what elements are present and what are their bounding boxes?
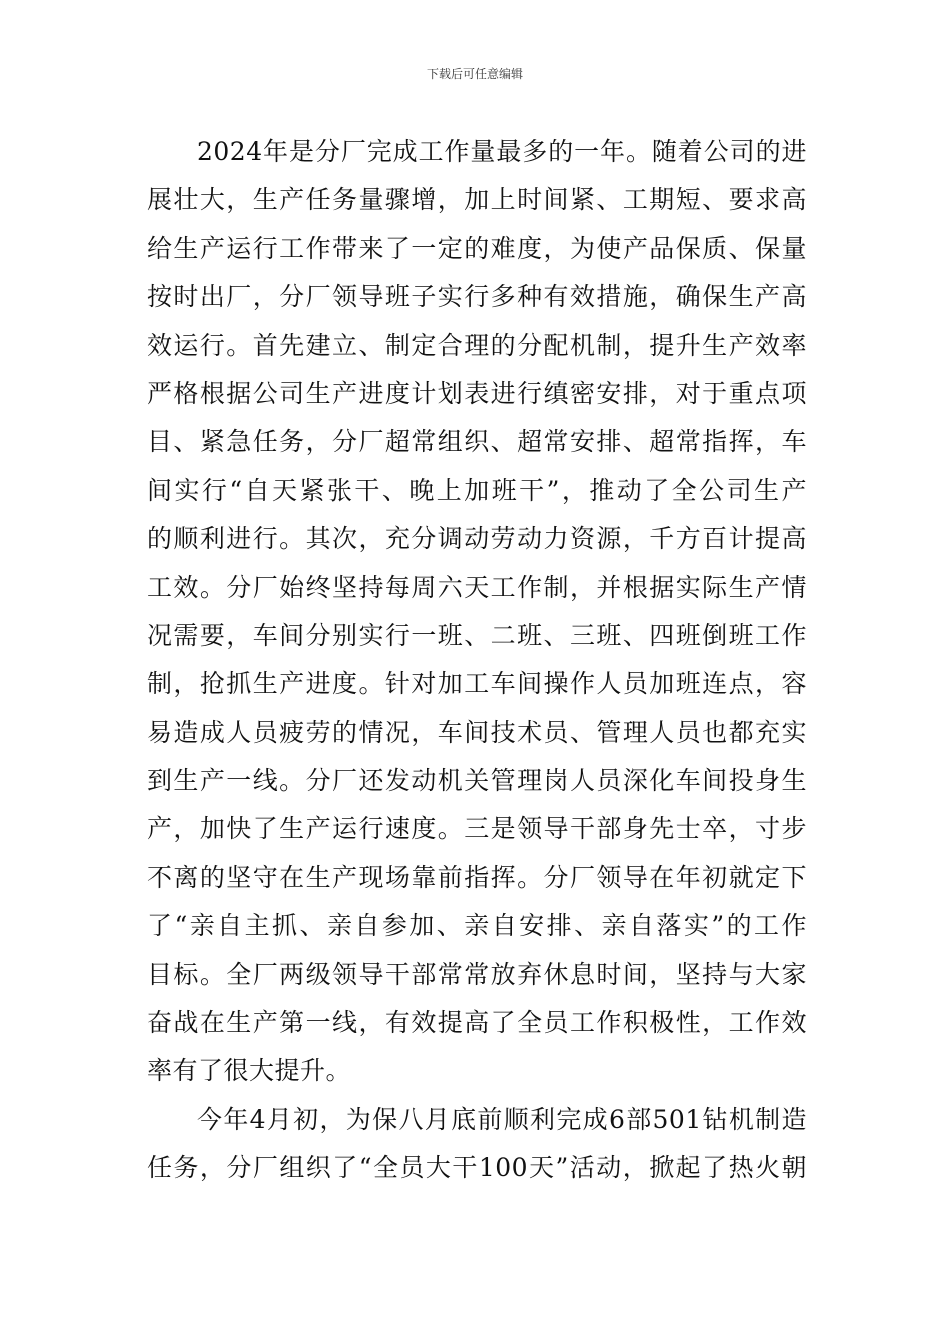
text-line: 任务，分厂组织了“全员大干100天”活动，掀起了热火朝	[147, 1153, 807, 1183]
text-line: 间实行“自天紧张干、晚上加班干”，推动了全公司生产	[147, 475, 807, 505]
text-line: 奋战在生产第一线，有效提高了全员工作积极性，工作效	[147, 1008, 807, 1038]
text-line: 展壮大，生产任务量骤增，加上时间紧、工期短、要求高	[147, 185, 807, 215]
paragraph-1	[147, 128, 807, 1096]
text-line: 目标。全厂两级领导干部常常放弃休息时间，坚持与大家	[147, 959, 807, 989]
text-line: 2024年是分厂完成工作量最多的一年。随着公司的进	[197, 137, 807, 166]
text-line: 况需要，车间分别实行一班、二班、三班、四班倒班工作	[147, 620, 807, 650]
text-line: 今年4月初，为保八月底前顺利完成6部501钻机制造	[197, 1104, 807, 1134]
text-line: 效运行。首先建立、制定合理的分配机制，提升生产效率	[147, 330, 807, 360]
text-line: 工效。分厂始终坚持每周六天工作制，并根据实际生产情	[147, 572, 807, 602]
page-header: 下载后可任意编辑	[426, 67, 523, 81]
text-line: 到生产一线。分厂还发动机关管理岗人员深化车间投身生	[147, 766, 807, 796]
text-line: 产，加快了生产运行速度。三是领导干部身先士卒，寸步	[147, 814, 807, 844]
text-line: 给生产运行工作带来了一定的难度，为使产品保质、保量	[147, 233, 807, 263]
text-line: 按时出厂，分厂领导班子实行多种有效措施，确保生产高	[147, 282, 807, 312]
text-line: 易造成人员疲劳的情况，车间技术员、管理人员也都充实	[147, 717, 807, 747]
text-line: 目、紧急任务，分厂超常组织、超常安排、超常指挥，车	[147, 427, 807, 457]
text-line: 制，抢抓生产进度。针对加工车间操作人员加班连点，容	[147, 669, 807, 699]
text-line: 不离的坚守在生产现场靠前指挥。分厂领导在年初就定下	[147, 862, 807, 892]
text-line: 了“亲自主抓、亲自参加、亲自安排、亲自落实”的工作	[147, 911, 807, 941]
document-body	[147, 128, 807, 1193]
text-line: 率有了很大提升。	[147, 1056, 352, 1086]
paragraph-2	[147, 1096, 807, 1193]
text-line: 严格根据公司生产进度计划表进行缜密安排，对于重点项	[147, 378, 807, 408]
text-line: 的顺利进行。其次，充分调动劳动力资源，千方百计提高	[147, 524, 807, 554]
